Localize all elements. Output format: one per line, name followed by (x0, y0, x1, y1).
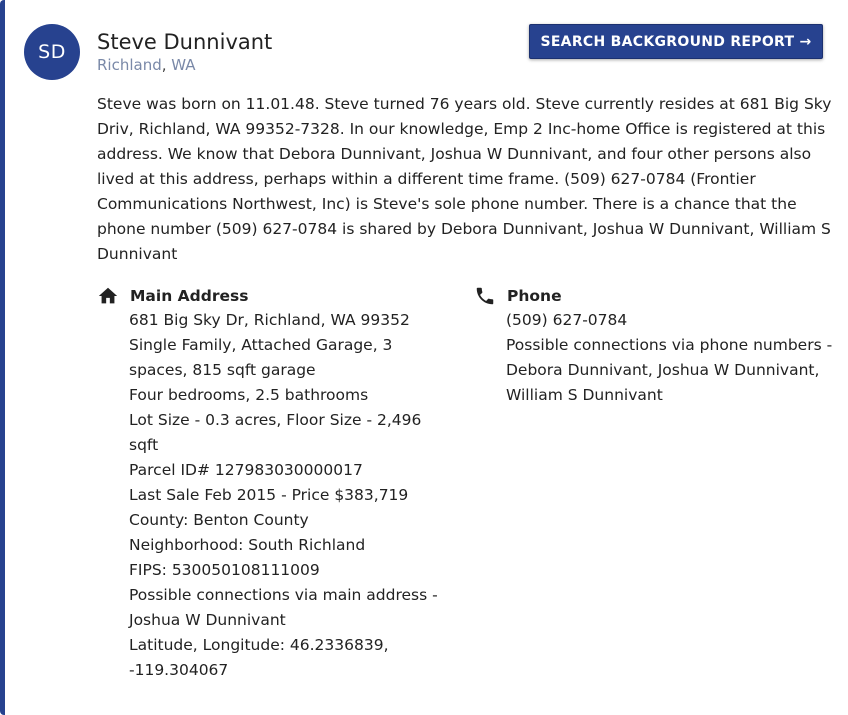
lat-long: Latitude, Longitude: 46.2336839, -119.304067 (129, 636, 389, 679)
main-address-title: Main Address (130, 287, 249, 305)
phone-section (474, 284, 834, 408)
address-connections: Possible connections via main address - Joshua W Dunnivant (129, 586, 438, 629)
phone-details (506, 308, 836, 408)
person-bio: Steve was born on 11.01.48. Steve turned 76 years old. Steve currently resides at 681 Big Sky Driv, Richland, WA 99352-7328. In our knowledge, Emp 2 Inc-home Office is registered at this address. We know that Debora Dunnivant, Joshua W Dunnivant, and four other persons also lived at this address, perhaps within a different time frame. (509) 627-0784 (Frontier Communications Northwest, Inc) is Steve's sole phone number. There is a chance that the phone number (509) 627-0784 is shared by Debora Dunnivant, Joshua W Dunnivant, William S Dunnivant (97, 95, 832, 263)
phone-connections: Possible connections via phone numbers - Debora Dunnivant, Joshua W Dunnivant, William S Dunnivant (506, 336, 833, 404)
parcel-id: Parcel ID# 127983030000017 (129, 461, 363, 479)
main-address-section (97, 284, 447, 683)
search-background-report-button[interactable]: SEARCH BACKGROUND REPORT → (529, 24, 823, 59)
avatar: SD (24, 24, 80, 80)
last-sale: Last Sale Feb 2015 - Price $383,719 (129, 486, 409, 504)
person-location (97, 55, 196, 75)
lot-floor-size: Lot Size - 0.3 acres, Floor Size - 2,496 sqft (129, 411, 422, 454)
bed-bath: Four bedrooms, 2.5 bathrooms (129, 386, 369, 404)
main-address-header (97, 284, 447, 308)
home-icon (97, 285, 119, 307)
main-address-details (129, 308, 447, 683)
phone-title: Phone (507, 287, 562, 305)
county: County: Benton County (129, 511, 309, 529)
fips: FIPS: 530050108111009 (129, 561, 320, 579)
location-state: WA (171, 56, 196, 74)
neighborhood: Neighborhood: South Richland (129, 536, 366, 554)
property-type: Single Family, Attached Garage, 3 spaces, 815 sqft garage (129, 336, 393, 379)
phone-header (474, 284, 834, 308)
phone-number: (509) 627-0784 (506, 311, 628, 329)
location-separator: , (161, 56, 167, 74)
person-name: Steve Dunnivant (97, 30, 273, 54)
phone-icon (474, 285, 496, 307)
location-city: Richland (97, 56, 162, 74)
address-line: 681 Big Sky Dr, Richland, WA 99352 (129, 311, 410, 329)
